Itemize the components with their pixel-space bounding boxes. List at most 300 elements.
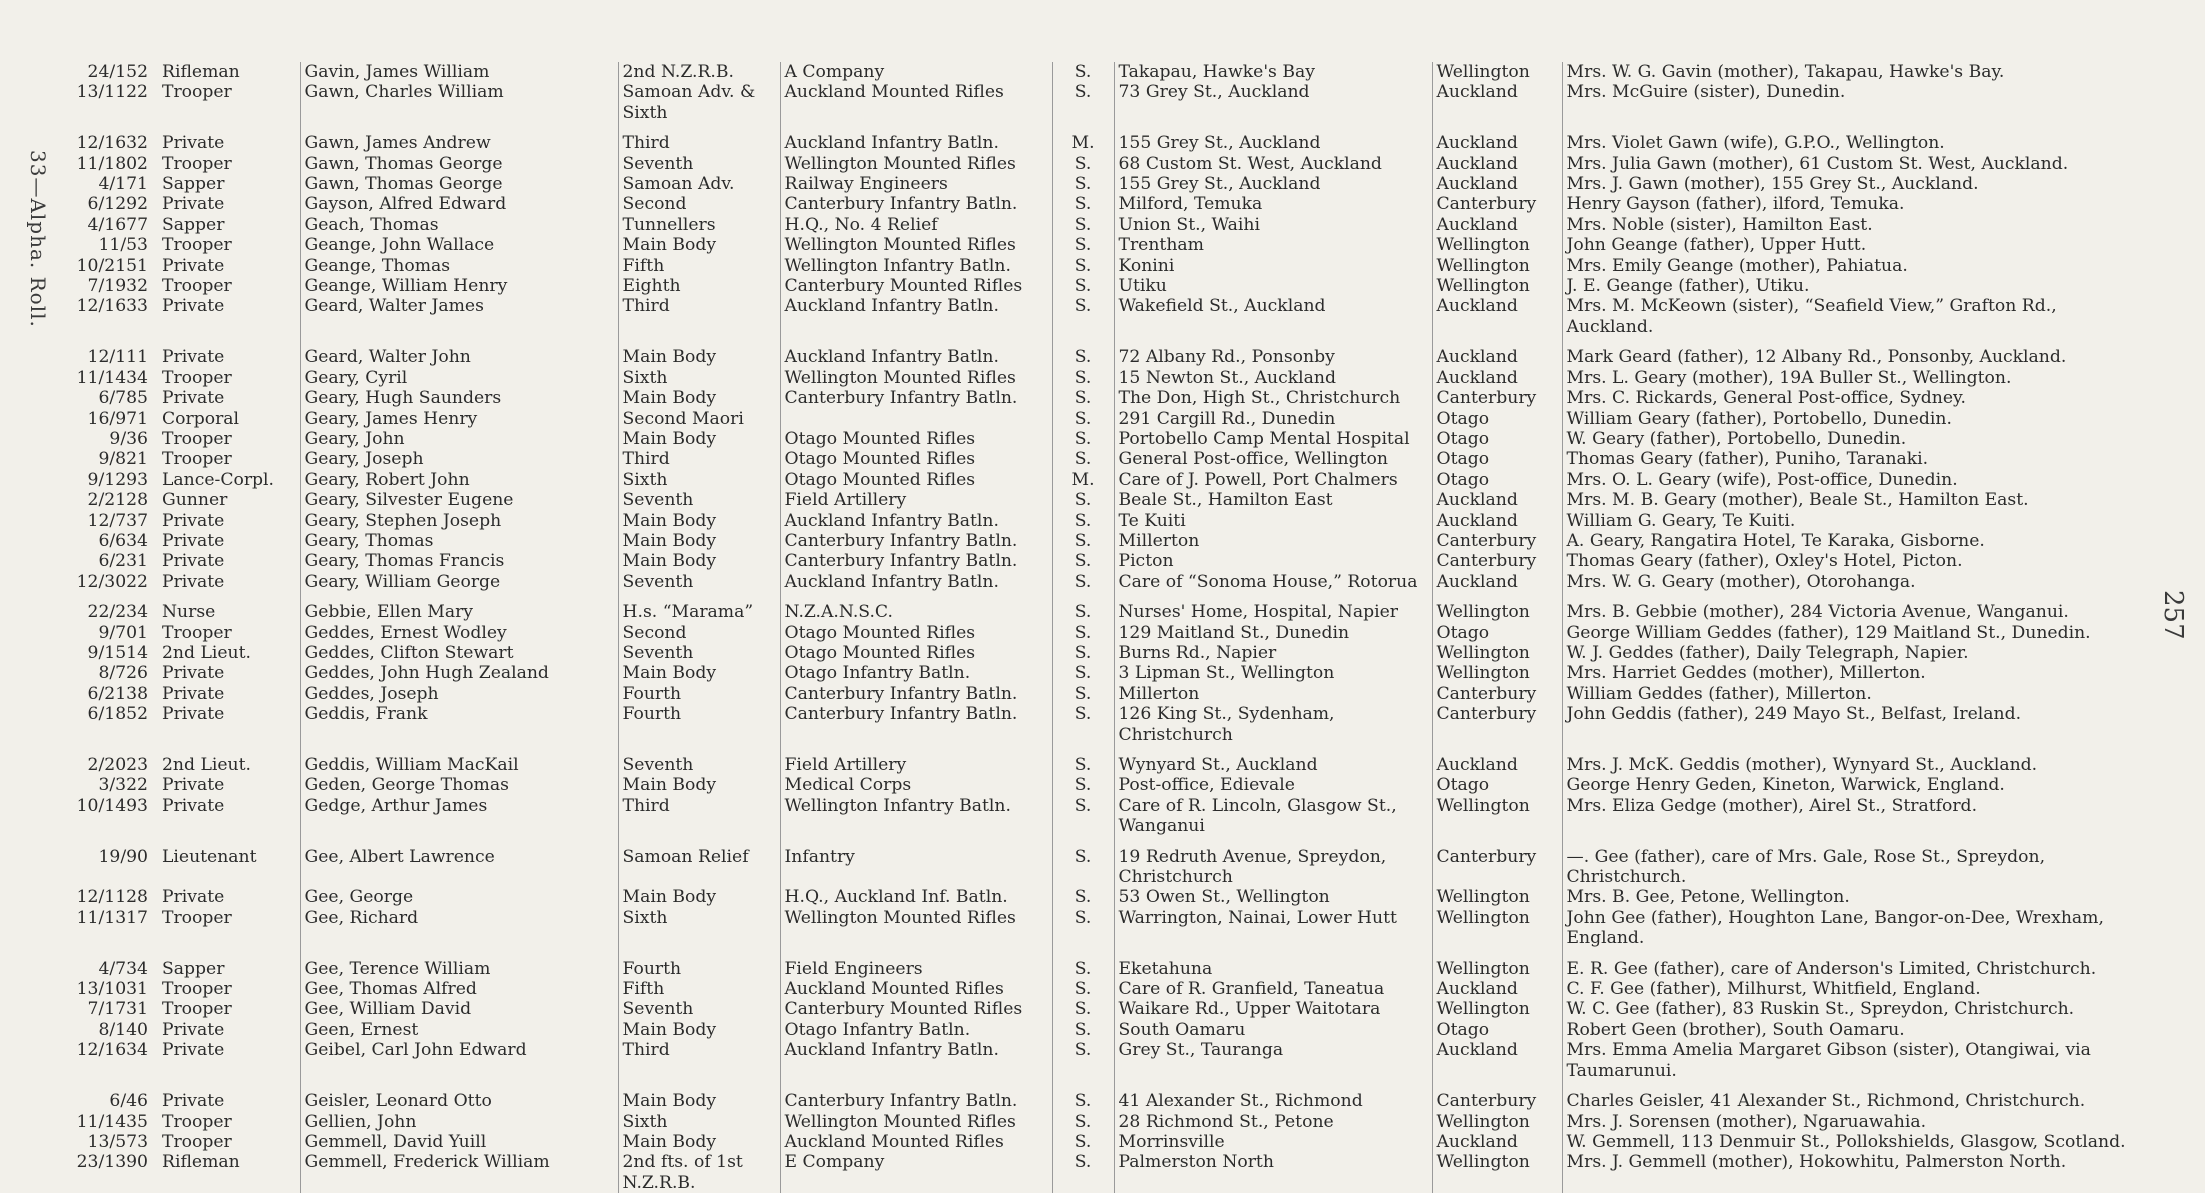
draft-unit: Third xyxy=(618,123,780,153)
last-address: Millerton xyxy=(1114,531,1432,551)
marital-status: S. xyxy=(1052,908,1114,949)
last-address: Portobello Camp Mental Hospital xyxy=(1114,429,1432,449)
table-row xyxy=(52,1152,2136,1193)
draft-unit: H.s. “Marama” xyxy=(618,592,780,622)
last-address: 3 Lipman St., Wellington xyxy=(1114,663,1432,683)
last-address: Warrington, Nainai, Lower Hutt xyxy=(1114,908,1432,949)
rank: Trooper xyxy=(158,999,300,1019)
district: Wellington xyxy=(1432,276,1562,296)
next-of-kin: Mrs. J. Gawn (mother), 155 Grey St., Auckland. xyxy=(1566,174,1979,195)
rank: Rifleman xyxy=(158,1152,300,1193)
regimental-number: 23/1390 xyxy=(76,1152,148,1173)
draft-unit: Sixth xyxy=(618,470,780,490)
last-address: Union St., Waihi xyxy=(1114,215,1432,235)
marital-status: S. xyxy=(1052,684,1114,704)
company-corps: Otago Infantry Batln. xyxy=(780,663,1052,683)
regimental-number: 10/2151 xyxy=(76,255,148,276)
regimental-number: 19/90 xyxy=(98,846,148,867)
table-row xyxy=(52,429,2136,449)
regimental-number: 8/140 xyxy=(98,1019,148,1040)
next-of-kin: Mrs. J. McK. Geddis (mother), Wynyard St., Auckland. xyxy=(1566,755,2038,775)
district: Auckland xyxy=(1432,368,1562,388)
marital-status: S. xyxy=(1052,449,1114,469)
last-address: Konini xyxy=(1114,256,1432,276)
table-row xyxy=(52,368,2136,388)
rank: Rifleman xyxy=(158,62,300,82)
soldier-name: Geary, John xyxy=(300,429,618,449)
draft-unit: Seventh xyxy=(618,999,780,1019)
marital-status: S. xyxy=(1052,979,1114,999)
rank: 2nd Lieut. xyxy=(158,745,300,775)
next-of-kin: W. C. Gee (father), 83 Ruskin St., Spreydon, Christchurch. xyxy=(1566,999,2075,1020)
rank: 2nd Lieut. xyxy=(158,643,300,663)
next-of-kin: Robert Geen (brother), South Oamaru. xyxy=(1566,1019,1905,1040)
draft-unit: Sixth xyxy=(618,1112,780,1132)
next-of-kin: William Geary (father), Portobello, Dunedin. xyxy=(1566,408,1952,429)
rank: Trooper xyxy=(158,979,300,999)
company-corps: Canterbury Mounted Rifles xyxy=(780,999,1052,1019)
last-address: 73 Grey St., Auckland xyxy=(1114,82,1432,123)
rank: Private xyxy=(158,123,300,153)
rank: Private xyxy=(158,572,300,592)
draft-unit: Second xyxy=(618,623,780,643)
company-corps: Otago Mounted Rifles xyxy=(780,643,1052,663)
company-corps: N.Z.A.N.S.C. xyxy=(780,592,1052,622)
table-row xyxy=(52,623,2136,643)
regimental-number: 6/634 xyxy=(98,530,148,551)
table-row xyxy=(52,449,2136,469)
draft-unit: Main Body xyxy=(618,511,780,531)
table-row xyxy=(52,511,2136,531)
last-address: Morrinsville xyxy=(1114,1132,1432,1152)
next-of-kin: William Geddes (father), Millerton. xyxy=(1566,683,1872,704)
last-address: South Oamaru xyxy=(1114,1020,1432,1040)
next-of-kin: Mrs. Eliza Gedge (mother), Airel St., Stratford. xyxy=(1566,795,1978,816)
rank: Private xyxy=(158,684,300,704)
marital-status: S. xyxy=(1052,999,1114,1019)
district: Canterbury xyxy=(1432,388,1562,408)
soldier-name: Gayson, Alfred Edward xyxy=(300,194,618,214)
rank: Private xyxy=(158,256,300,276)
marital-status: S. xyxy=(1052,643,1114,663)
table-row xyxy=(52,276,2136,296)
marital-status: S. xyxy=(1052,796,1114,837)
company-corps: Medical Corps xyxy=(780,775,1052,795)
district: Canterbury xyxy=(1432,531,1562,551)
company-corps: Canterbury Infantry Batln. xyxy=(780,704,1052,745)
marital-status: S. xyxy=(1052,256,1114,276)
marital-status: S. xyxy=(1052,490,1114,510)
regimental-number: 2/2128 xyxy=(87,490,148,511)
rank: Trooper xyxy=(158,429,300,449)
regimental-number: 6/1852 xyxy=(87,704,148,725)
district: Auckland xyxy=(1432,215,1562,235)
regimental-number: 4/171 xyxy=(98,174,148,195)
draft-unit: Fourth xyxy=(618,704,780,745)
table-row xyxy=(52,337,2136,367)
regimental-number: 7/1731 xyxy=(87,999,148,1020)
table-row xyxy=(52,409,2136,429)
regimental-number: 9/701 xyxy=(98,622,148,643)
district: Auckland xyxy=(1432,745,1562,775)
district: Wellington xyxy=(1432,62,1562,82)
last-address: Beale St., Hamilton East xyxy=(1114,490,1432,510)
marital-status: S. xyxy=(1052,368,1114,388)
last-address: 68 Custom St. West, Auckland xyxy=(1114,154,1432,174)
marital-status: S. xyxy=(1052,1081,1114,1111)
next-of-kin: Charles Geisler, 41 Alexander St., Richmond, Christchurch. xyxy=(1566,1091,2086,1112)
rank: Private xyxy=(158,663,300,683)
district: Otago xyxy=(1432,429,1562,449)
marital-status: S. xyxy=(1052,775,1114,795)
rank: Trooper xyxy=(158,82,300,123)
marital-status: S. xyxy=(1052,704,1114,745)
rank: Private xyxy=(158,796,300,837)
company-corps: Wellington Mounted Rifles xyxy=(780,368,1052,388)
soldier-name: Geach, Thomas xyxy=(300,215,618,235)
rank: Sapper xyxy=(158,174,300,194)
rank: Trooper xyxy=(158,276,300,296)
district: Auckland xyxy=(1432,490,1562,510)
draft-unit: Sixth xyxy=(618,368,780,388)
marital-status: S. xyxy=(1052,174,1114,194)
soldier-name: Gee, William David xyxy=(300,999,618,1019)
next-of-kin: Mrs. W. G. Gavin (mother), Takapau, Hawke's Bay. xyxy=(1566,62,2005,82)
regimental-number: 3/322 xyxy=(98,775,148,796)
marital-status: M. xyxy=(1052,470,1114,490)
last-address: 28 Richmond St., Petone xyxy=(1114,1112,1432,1132)
district: Wellington xyxy=(1432,663,1562,683)
draft-unit: 2nd fts. of 1st N.Z.R.B. xyxy=(618,1152,780,1193)
draft-unit: Main Body xyxy=(618,337,780,367)
district: Auckland xyxy=(1432,154,1562,174)
soldier-name: Geard, Walter James xyxy=(300,296,618,337)
district: Wellington xyxy=(1432,256,1562,276)
last-address: Nurses' Home, Hospital, Napier xyxy=(1114,592,1432,622)
company-corps: Railway Engineers xyxy=(780,174,1052,194)
next-of-kin: George William Geddes (father), 129 Maitland St., Dunedin. xyxy=(1566,622,2091,643)
next-of-kin: Mrs. C. Rickards, General Post-office, Sydney. xyxy=(1566,388,1966,409)
company-corps: Wellington Infantry Batln. xyxy=(780,796,1052,837)
last-address: Grey St., Tauranga xyxy=(1114,1040,1432,1081)
regimental-number: 11/1802 xyxy=(76,153,148,174)
company-corps: Wellington Mounted Rifles xyxy=(780,154,1052,174)
soldier-name: Geen, Ernest xyxy=(300,1020,618,1040)
district: Otago xyxy=(1432,449,1562,469)
last-address: General Post-office, Wellington xyxy=(1114,449,1432,469)
company-corps: H.Q., Auckland Inf. Batln. xyxy=(780,887,1052,907)
table-row xyxy=(52,1112,2136,1132)
draft-unit: Third xyxy=(618,296,780,337)
draft-unit: Sixth xyxy=(618,908,780,949)
soldier-name: Gawn, Charles William xyxy=(300,82,618,123)
next-of-kin: Mrs. L. Geary (mother), 19A Buller St., Wellington. xyxy=(1566,367,2012,388)
soldier-name: Geary, Cyril xyxy=(300,368,618,388)
company-corps: Canterbury Infantry Batln. xyxy=(780,1081,1052,1111)
company-corps: Infantry xyxy=(780,837,1052,888)
next-of-kin: William G. Geary, Te Kuiti. xyxy=(1566,510,1796,531)
soldier-name: Geibel, Carl John Edward xyxy=(300,1040,618,1081)
table-row xyxy=(52,123,2136,153)
last-address: Palmerston North xyxy=(1114,1152,1432,1193)
soldier-name: Geange, John Wallace xyxy=(300,235,618,255)
next-of-kin: Mrs. B. Gebbie (mother), 284 Victoria Avenue, Wanganui. xyxy=(1566,602,2069,623)
rank: Private xyxy=(158,296,300,337)
last-address: Waikare Rd., Upper Waitotara xyxy=(1114,999,1432,1019)
soldier-name: Geddes, Clifton Stewart xyxy=(300,643,618,663)
rank: Private xyxy=(158,775,300,795)
district: Auckland xyxy=(1432,1040,1562,1081)
regimental-number: 11/1435 xyxy=(76,1111,148,1132)
table-row xyxy=(52,949,2136,979)
last-address: 155 Grey St., Auckland xyxy=(1114,123,1432,153)
draft-unit: Samoan Adv. xyxy=(618,174,780,194)
soldier-name: Gebbie, Ellen Mary xyxy=(300,592,618,622)
rank: Lieutenant xyxy=(158,837,300,888)
rank: Trooper xyxy=(158,1132,300,1152)
table-row xyxy=(52,82,2136,123)
last-address: 41 Alexander St., Richmond xyxy=(1114,1081,1432,1111)
marital-status: S. xyxy=(1052,62,1114,82)
company-corps: H.Q., No. 4 Relief xyxy=(780,215,1052,235)
regimental-number: 22/234 xyxy=(87,602,148,623)
next-of-kin: W. Geary (father), Portobello, Dunedin. xyxy=(1566,428,1907,449)
district: Auckland xyxy=(1432,572,1562,592)
draft-unit: Third xyxy=(618,796,780,837)
marital-status: M. xyxy=(1052,123,1114,153)
table-row xyxy=(52,745,2136,775)
regimental-number: 13/1122 xyxy=(76,82,148,103)
draft-unit: Main Body xyxy=(618,887,780,907)
table-row xyxy=(52,592,2136,622)
next-of-kin: Mrs. J. Sorensen (mother), Ngaruawahia. xyxy=(1566,1111,1927,1132)
table-row xyxy=(52,296,2136,337)
regimental-number: 9/821 xyxy=(98,449,148,470)
marital-status: S. xyxy=(1052,154,1114,174)
soldier-name: Geary, James Henry xyxy=(300,409,618,429)
soldier-name: Geary, Thomas Francis xyxy=(300,551,618,571)
rank: Private xyxy=(158,511,300,531)
last-address: Picton xyxy=(1114,551,1432,571)
company-corps: Auckland Infantry Batln. xyxy=(780,1040,1052,1081)
last-address: 15 Newton St., Auckland xyxy=(1114,368,1432,388)
draft-unit: Samoan Relief xyxy=(618,837,780,888)
soldier-name: Gee, Richard xyxy=(300,908,618,949)
marital-status: S. xyxy=(1052,623,1114,643)
last-address: Trentham xyxy=(1114,235,1432,255)
soldier-name: Gawn, James Andrew xyxy=(300,123,618,153)
marital-status: S. xyxy=(1052,276,1114,296)
rank: Trooper xyxy=(158,235,300,255)
page-number: 257 xyxy=(2158,590,2188,640)
marital-status: S. xyxy=(1052,1020,1114,1040)
district: Wellington xyxy=(1432,908,1562,949)
table-row xyxy=(52,551,2136,571)
district: Auckland xyxy=(1432,123,1562,153)
table-row xyxy=(52,154,2136,174)
soldier-name: Geddes, Joseph xyxy=(300,684,618,704)
next-of-kin: Mrs. Noble (sister), Hamilton East. xyxy=(1566,214,1873,235)
table-row xyxy=(52,1132,2136,1152)
next-of-kin: Mrs. O. L. Geary (wife), Post-office, Dunedin. xyxy=(1566,469,1958,490)
last-address: 129 Maitland St., Dunedin xyxy=(1114,623,1432,643)
draft-unit: Seventh xyxy=(618,745,780,775)
regimental-number: 11/53 xyxy=(98,235,148,256)
company-corps: Field Artillery xyxy=(780,745,1052,775)
last-address: Care of R. Granfield, Taneatua xyxy=(1114,979,1432,999)
district: Wellington xyxy=(1432,1112,1562,1132)
draft-unit: Seventh xyxy=(618,572,780,592)
district: Canterbury xyxy=(1432,1081,1562,1111)
draft-unit: Main Body xyxy=(618,1132,780,1152)
company-corps: Auckland Infantry Batln. xyxy=(780,296,1052,337)
rank: Gunner xyxy=(158,490,300,510)
soldier-name: Gellien, John xyxy=(300,1112,618,1132)
draft-unit: Main Body xyxy=(618,1020,780,1040)
rank: Private xyxy=(158,1040,300,1081)
last-address: 19 Redruth Avenue, Spreydon, Christchurch xyxy=(1114,837,1432,888)
next-of-kin: Henry Gayson (father), ilford, Temuka. xyxy=(1566,194,1905,215)
table-row xyxy=(52,887,2136,907)
company-corps: Otago Infantry Batln. xyxy=(780,1020,1052,1040)
regimental-number: 6/2138 xyxy=(87,683,148,704)
soldier-name: Geisler, Leonard Otto xyxy=(300,1081,618,1111)
district: Auckland xyxy=(1432,337,1562,367)
table-row xyxy=(52,999,2136,1019)
company-corps: Auckland Mounted Rifles xyxy=(780,979,1052,999)
next-of-kin: E. R. Gee (father), care of Anderson's Limited, Christchurch. xyxy=(1566,958,2097,979)
table-row xyxy=(52,643,2136,663)
rank: Sapper xyxy=(158,949,300,979)
marital-status: S. xyxy=(1052,429,1114,449)
soldier-name: Gee, Albert Lawrence xyxy=(300,837,618,888)
soldier-name: Gemmell, Frederick William xyxy=(300,1152,618,1193)
district: Canterbury xyxy=(1432,684,1562,704)
next-of-kin: Mrs. B. Gee, Petone, Wellington. xyxy=(1566,887,1850,908)
next-of-kin: A. Geary, Rangatira Hotel, Te Karaka, Gisborne. xyxy=(1566,530,1985,551)
next-of-kin: C. F. Gee (father), Milhurst, Whitfield, England. xyxy=(1566,979,1981,1000)
marital-status: S. xyxy=(1052,572,1114,592)
regimental-number: 12/737 xyxy=(87,510,148,531)
soldier-name: Geange, Thomas xyxy=(300,256,618,276)
table-row xyxy=(52,572,2136,592)
district: Canterbury xyxy=(1432,837,1562,888)
district: Wellington xyxy=(1432,1152,1562,1193)
next-of-kin: Mrs. McGuire (sister), Dunedin. xyxy=(1566,82,1846,103)
last-address: Post-office, Edievale xyxy=(1114,775,1432,795)
company-corps: Auckland Infantry Batln. xyxy=(780,511,1052,531)
district: Wellington xyxy=(1432,235,1562,255)
district: Wellington xyxy=(1432,796,1562,837)
district: Wellington xyxy=(1432,949,1562,979)
draft-unit: Main Body xyxy=(618,551,780,571)
company-corps: Canterbury Mounted Rifles xyxy=(780,276,1052,296)
rank: Private xyxy=(158,1020,300,1040)
soldier-name: Gedge, Arthur James xyxy=(300,796,618,837)
company-corps: Canterbury Infantry Batln. xyxy=(780,388,1052,408)
marital-status: S. xyxy=(1052,296,1114,337)
last-address: Care of J. Powell, Port Chalmers xyxy=(1114,470,1432,490)
marital-status: S. xyxy=(1052,745,1114,775)
district: Otago xyxy=(1432,623,1562,643)
company-corps: Canterbury Infantry Batln. xyxy=(780,531,1052,551)
next-of-kin: John Geddis (father), 249 Mayo St., Belfast, Ireland. xyxy=(1566,704,2022,725)
marital-status: S. xyxy=(1052,592,1114,622)
soldier-name: Geddes, Ernest Wodley xyxy=(300,623,618,643)
draft-unit: Fifth xyxy=(618,979,780,999)
company-corps: Auckland Mounted Rifles xyxy=(780,82,1052,123)
marital-status: S. xyxy=(1052,1040,1114,1081)
company-corps: Wellington Mounted Rifles xyxy=(780,235,1052,255)
rank: Private xyxy=(158,551,300,571)
rank: Trooper xyxy=(158,368,300,388)
district: Auckland xyxy=(1432,174,1562,194)
marital-status: S. xyxy=(1052,1152,1114,1193)
regimental-number: 6/785 xyxy=(98,388,148,409)
district: Otago xyxy=(1432,470,1562,490)
marital-status: S. xyxy=(1052,887,1114,907)
table-row xyxy=(52,837,2136,888)
draft-unit: 2nd N.Z.R.B. xyxy=(618,62,780,82)
soldier-name: Gemmell, David Yuill xyxy=(300,1132,618,1152)
marital-status: S. xyxy=(1052,388,1114,408)
rank: Trooper xyxy=(158,154,300,174)
marital-status: S. xyxy=(1052,663,1114,683)
table-row xyxy=(52,979,2136,999)
company-corps: Wellington Mounted Rifles xyxy=(780,1112,1052,1132)
table-row xyxy=(52,531,2136,551)
company-corps: Auckland Infantry Batln. xyxy=(780,123,1052,153)
soldier-name: Gawn, Thomas George xyxy=(300,154,618,174)
table-row xyxy=(52,235,2136,255)
district: Auckland xyxy=(1432,296,1562,337)
district: Auckland xyxy=(1432,1132,1562,1152)
draft-unit: Seventh xyxy=(618,490,780,510)
next-of-kin: Thomas Geary (father), Puniho, Taranaki. xyxy=(1566,449,1929,470)
draft-unit: Main Body xyxy=(618,531,780,551)
draft-unit: Main Body xyxy=(618,1081,780,1111)
last-address: Care of R. Lincoln, Glasgow St., Wanganui xyxy=(1114,796,1432,837)
rank: Private xyxy=(158,337,300,367)
table-row xyxy=(52,1020,2136,1040)
next-of-kin: W. Gemmell, 113 Denmuir St., Pollokshields, Glasgow, Scotland. xyxy=(1566,1131,2126,1152)
company-corps: Wellington Mounted Rifles xyxy=(780,908,1052,949)
table-row xyxy=(52,194,2136,214)
next-of-kin: Mrs. Harriet Geddes (mother), Millerton. xyxy=(1566,663,1926,684)
regimental-number: 4/734 xyxy=(98,958,148,979)
table-row xyxy=(52,215,2136,235)
company-corps: Wellington Infantry Batln. xyxy=(780,256,1052,276)
company-corps: Otago Mounted Rifles xyxy=(780,623,1052,643)
table-row xyxy=(52,470,2136,490)
table-row xyxy=(52,490,2136,510)
marital-status: S. xyxy=(1052,409,1114,429)
company-corps: Otago Mounted Rifles xyxy=(780,449,1052,469)
next-of-kin: Mrs. J. Gemmell (mother), Hokowhitu, Palmerston North. xyxy=(1566,1152,2067,1173)
rank: Private xyxy=(158,388,300,408)
table-row xyxy=(52,908,2136,949)
company-corps: Field Artillery xyxy=(780,490,1052,510)
district: Wellington xyxy=(1432,999,1562,1019)
district: Otago xyxy=(1432,1020,1562,1040)
soldier-name: Geddes, John Hugh Zealand xyxy=(300,663,618,683)
last-address: Burns Rd., Napier xyxy=(1114,643,1432,663)
table-row xyxy=(52,684,2136,704)
soldier-name: Gee, Terence William xyxy=(300,949,618,979)
last-address: Milford, Temuka xyxy=(1114,194,1432,214)
regimental-number: 11/1317 xyxy=(76,907,148,928)
last-address: Takapau, Hawke's Bay xyxy=(1114,62,1432,82)
